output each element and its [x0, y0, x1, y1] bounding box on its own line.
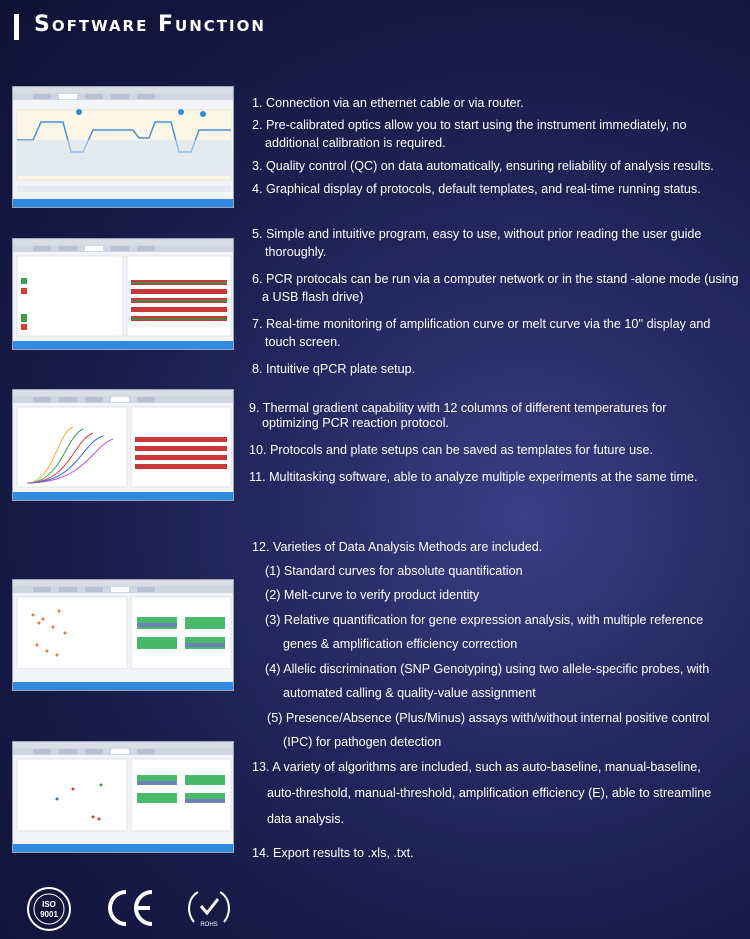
feature-13: 13. A variety of algorithms are included, such as auto-baseline, manual-baseline,: [252, 760, 701, 774]
iso-9001-logo: [26, 886, 72, 932]
feature-8: 8. Intuitive qPCR plate setup.: [252, 362, 416, 376]
feature-2: 2. Pre-calibrated optics allow you to start using the instrument immediately, no: [252, 118, 687, 132]
method-2: (2) Melt-curve to verify product identity: [265, 588, 480, 602]
protocol-graph: [13, 100, 234, 201]
svg-text:ISO: ISO: [42, 900, 56, 909]
feature-13-cont: auto-threshold, manual-threshold, amplification efficiency (E), able to streamline: [267, 786, 712, 800]
feature-14: 14. Export results to .xls, .txt.: [252, 846, 414, 860]
plate-setup-view: [13, 252, 234, 343]
screenshot-allelic-discrimination: [12, 741, 234, 853]
feature-3: 3. Quality control (QC) on data automatically, ensuring reliability of analysis results.: [252, 159, 714, 173]
amplification-chart: [13, 403, 234, 494]
feature-4: 4. Graphical display of protocols, default templates, and real-time running status.: [252, 182, 701, 196]
page-title: Software Function: [34, 12, 266, 37]
method-1: (1) Standard curves for absolute quantification: [265, 564, 523, 578]
feature-10: 10. Protocols and plate setups can be saved as templates for future use.: [249, 443, 653, 457]
feature-12: 12. Varieties of Data Analysis Methods are included.: [252, 540, 543, 554]
allelic-discrimination-chart: [13, 755, 234, 846]
feature-13-cont2: data analysis.: [267, 812, 345, 826]
method-5-cont: (IPC) for pathogen detection: [283, 735, 442, 749]
title-accent-bar: [14, 14, 19, 40]
feature-5: 5. Simple and intuitive program, easy to use, without prior reading the user guide: [252, 227, 702, 241]
feature-11: 11. Multitasking software, able to analyze multiple experiments at the same time.: [249, 470, 698, 484]
feature-1: 1. Connection via an ethernet cable or via router.: [252, 96, 524, 110]
svg-text:9001: 9001: [40, 910, 58, 919]
feature-6-cont: a USB flash drive): [262, 290, 364, 304]
method-3-cont: genes & amplification efficiency correction: [283, 637, 518, 651]
feature-5-cont: thoroughly.: [265, 245, 327, 259]
standard-curve-chart: [13, 593, 234, 684]
method-3: (3) Relative quantification for gene expression analysis, with multiple reference: [265, 613, 704, 627]
rohs-logo: [184, 884, 234, 934]
ce-logo: [104, 888, 158, 928]
feature-2-cont: additional calibration is required.: [265, 136, 446, 150]
method-5: (5) Presence/Absence (Plus/Minus) assays with/without internal positive control: [267, 711, 710, 725]
feature-9-cont: optimizing PCR reaction protocol.: [262, 416, 449, 430]
feature-7-cont: touch screen.: [265, 335, 341, 349]
svg-text:ROHS: ROHS: [200, 922, 218, 928]
screenshot-protocol: [12, 86, 234, 208]
screenshot-plate-setup: [12, 238, 234, 350]
method-4: (4) Allelic discrimination (SNP Genotyping) using two allele-specific probes, with: [265, 662, 710, 676]
feature-9: 9. Thermal gradient capability with 12 columns of different temperatures for: [249, 401, 667, 415]
screenshot-amplification: [12, 389, 234, 501]
method-4-cont: automated calling & quality-value assignment: [283, 686, 536, 700]
screenshot-standard-curve: [12, 579, 234, 691]
feature-7: 7. Real-time monitoring of amplification curve or melt curve via the 10'' display and: [252, 317, 711, 331]
feature-6: 6. PCR protocals can be run via a computer network or in the stand -alone mode (using: [252, 272, 739, 286]
